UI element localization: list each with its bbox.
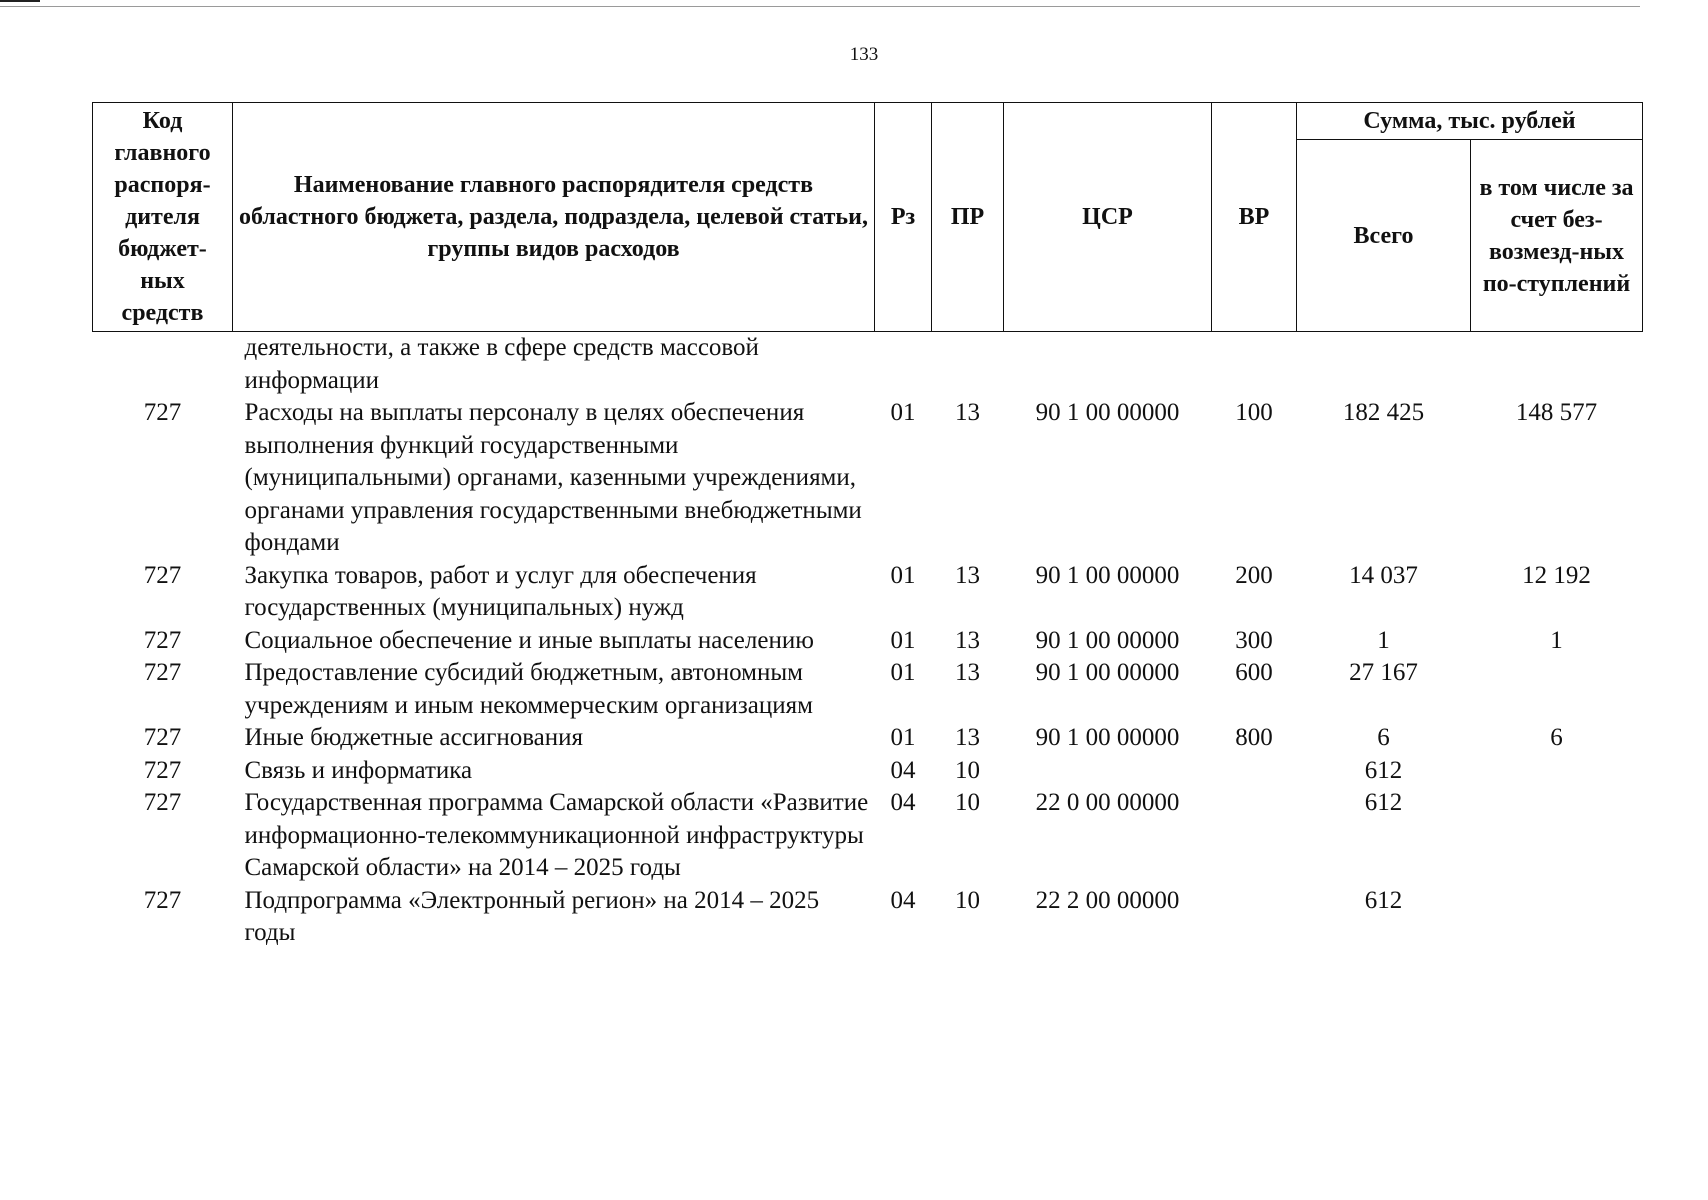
cell-rz: 01 (890, 399, 916, 426)
cell-code: 727 (143, 561, 182, 589)
cell-free (1471, 885, 1643, 950)
cell-code: 727 (143, 886, 182, 914)
cell-rz: 01 (890, 659, 916, 686)
cell-total: 27 167 (1349, 659, 1418, 686)
cell-vr: 600 (1235, 659, 1273, 686)
cell-pr: 10 (955, 886, 980, 914)
cell-code (93, 332, 233, 398)
cell-vr: 800 (1235, 724, 1273, 751)
cell-free: 1 (1550, 626, 1563, 654)
cell-vr: 100 (1235, 399, 1273, 426)
cell-pr: 13 (955, 724, 980, 751)
table-body (93, 332, 1643, 950)
cell-free (1471, 657, 1643, 722)
table-row (93, 397, 1643, 560)
cell-rz: 01 (890, 561, 916, 589)
cell-csr (1004, 755, 1212, 788)
header-name: Наименование главного распорядителя средств областного бюджета, раздела, подраздела, целевой статьи, группы видов расходов (233, 103, 875, 332)
cell-vr: 300 (1235, 626, 1273, 654)
cell-code: 727 (143, 789, 182, 816)
cell-name: Государственная программа Самарской области «Развитие информационно-телекоммуникационной инфраструктуры Самарской области» на 2014 – 2025 годы (244, 789, 869, 881)
cell-free (1471, 755, 1643, 788)
cell-pr (932, 332, 1004, 398)
table-row (93, 755, 1643, 788)
cell-csr: 90 1 00 00000 (1035, 724, 1180, 751)
header-code: Код главного распоря-дителя бюджет-ных средств (93, 103, 233, 332)
cell-code: 727 (143, 724, 182, 751)
cell-csr: 90 1 00 00000 (1035, 561, 1180, 589)
cell-name: Иные бюджетные ассигнования (244, 724, 584, 751)
cell-pr: 13 (955, 561, 980, 589)
header-sum: Сумма, тыс. рублей (1297, 103, 1643, 140)
cell-name: Расходы на выплаты персоналу в целях обеспечения выполнения функций государственными (муниципальными) органами, казенными учреждениями, органами управления государственными внебюджетными фондами (244, 399, 862, 556)
cell-pr: 13 (955, 399, 980, 426)
table-row (93, 787, 1643, 885)
cell-vr (1212, 755, 1297, 788)
cell-rz (875, 332, 932, 398)
cell-total: 612 (1364, 756, 1403, 784)
cell-total: 6 (1377, 724, 1390, 751)
cell-name: Предоставление субсидий бюджетным, автономным учреждениям и иным некоммерческим организациям (244, 659, 813, 719)
cell-csr: 90 1 00 00000 (1035, 626, 1180, 654)
scan-mark (0, 0, 40, 2)
cell-name: Подпрограмма «Электронный регион» на 2014 – 2025 годы (244, 886, 820, 946)
cell-total: 182 425 (1342, 399, 1425, 426)
table-row (93, 560, 1643, 625)
cell-name: деятельности, а также в сфере средств массовой информации (244, 334, 759, 394)
cell-total: 14 037 (1349, 561, 1418, 589)
cell-rz: 01 (890, 724, 916, 751)
cell-rz: 01 (890, 626, 916, 654)
page-number: 133 (849, 44, 879, 65)
cell-free (1471, 332, 1643, 398)
table-row (93, 657, 1643, 722)
table-header (93, 103, 1643, 332)
cell-csr: 90 1 00 00000 (1035, 399, 1180, 426)
scan-edge-line (0, 6, 1640, 7)
cell-name: Закупка товаров, работ и услуг для обеспечения государственных (муниципальных) нужд (244, 561, 757, 621)
cell-csr (1004, 332, 1212, 398)
budget-table (92, 102, 1643, 950)
cell-rz: 04 (890, 756, 916, 784)
cell-free: 12 192 (1522, 561, 1591, 589)
cell-name: Социальное обеспечение и иные выплаты населению (244, 626, 814, 654)
cell-free (1471, 787, 1643, 885)
cell-csr: 90 1 00 00000 (1035, 659, 1180, 686)
cell-name: Связь и информатика (244, 756, 473, 784)
header-csr: ЦСР (1004, 103, 1212, 332)
cell-csr: 22 2 00 00000 (1035, 886, 1180, 914)
cell-rz: 04 (890, 886, 916, 914)
cell-code: 727 (143, 659, 182, 686)
cell-code: 727 (143, 756, 182, 784)
table-row (93, 625, 1643, 658)
header-rz: Рз (875, 103, 932, 332)
cell-pr: 13 (955, 626, 980, 654)
cell-pr: 13 (955, 659, 980, 686)
table-row (93, 885, 1643, 950)
cell-vr (1212, 787, 1297, 885)
cell-total (1297, 332, 1471, 398)
cell-rz: 04 (890, 789, 916, 816)
cell-free: 148 577 (1515, 399, 1598, 426)
cell-total: 612 (1364, 789, 1403, 816)
cell-total: 1 (1377, 626, 1390, 654)
table-row (93, 722, 1643, 755)
header-vr: ВР (1212, 103, 1297, 332)
header-free: в том числе за счет без-возмезд-ных по-ступлений (1471, 140, 1643, 332)
cell-csr: 22 0 00 00000 (1035, 789, 1180, 816)
cell-vr (1212, 332, 1297, 398)
cell-pr: 10 (955, 789, 980, 816)
cell-free: 6 (1550, 724, 1563, 751)
header-pr: ПР (932, 103, 1004, 332)
cell-vr (1212, 885, 1297, 950)
cell-total: 612 (1364, 886, 1403, 914)
cell-code: 727 (143, 399, 182, 426)
cell-vr: 200 (1235, 561, 1273, 589)
cell-code: 727 (143, 626, 182, 654)
table-row (93, 332, 1643, 398)
cell-pr: 10 (955, 756, 980, 784)
header-total: Всего (1297, 140, 1471, 332)
